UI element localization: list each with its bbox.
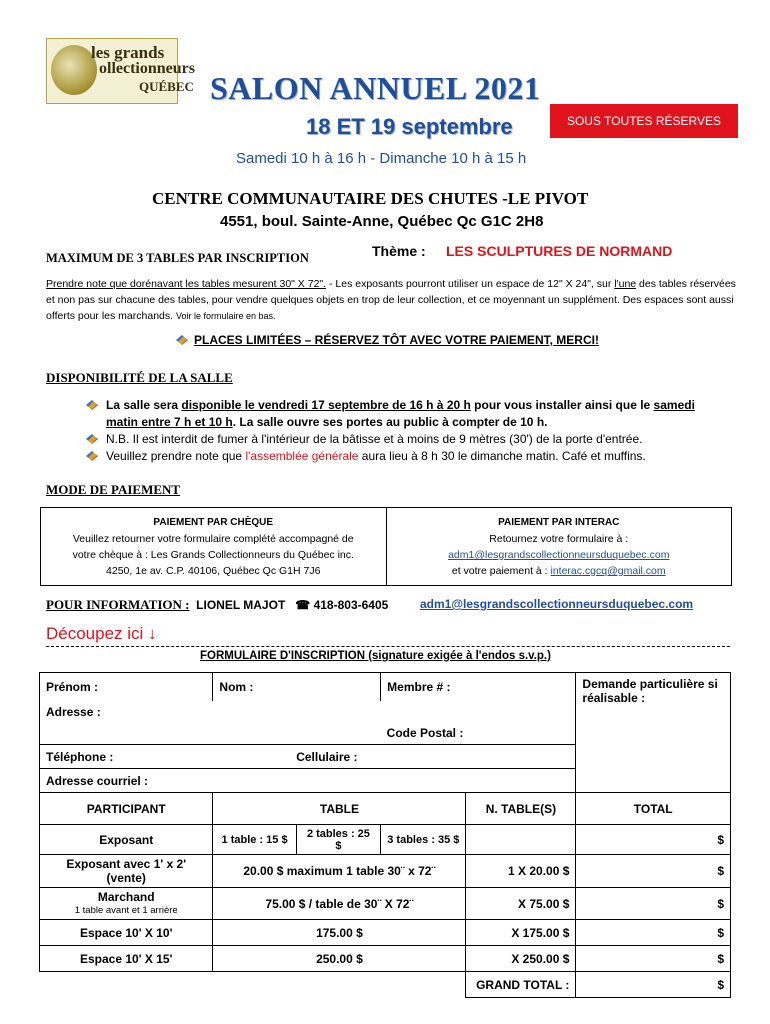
row-table: 175.00 $ [213,920,466,946]
grand-total-row [40,972,731,998]
interac-line-3-text: et votre paiement à : [451,565,551,577]
note-une: l'une [614,278,637,290]
interac-email-link[interactable]: adm1@lesgrandscollectionneursduquebec.com [448,549,670,561]
item1-e: . La salle ouvre ses portes au public à compter de 10 h. [232,415,548,429]
payment-box [40,507,732,586]
option-3-tables[interactable]: 3 tables : 35 $ [381,825,466,855]
prenom-field[interactable]: Prénom : [40,673,213,701]
row-label: Exposant [40,825,213,855]
row-table: 250.00 $ [213,946,466,972]
note-small: Voir le formulaire en bas. [175,311,276,321]
payment-interac [387,508,732,585]
logo-line-3: QUÉBEC [139,79,194,94]
adresse-field[interactable]: Adresse : [40,701,576,723]
places-text: PLACES LIMITÉES – RÉSERVEZ TÔT AVEC VOTRE PAIEMENT, MERCI! [194,333,599,347]
reserve-badge [550,104,738,138]
item2: N.B. Il est interdit de fumer à l'intérieur de la bâtisse et à moins de 9 mètres (30') de la porte d'entrée. [106,432,643,446]
theme-label: Thème : [372,243,426,259]
membre-field[interactable]: Membre # : [381,673,576,701]
paiement-title: MODE DE PAIEMENT [46,482,181,497]
item1-c: pour vous installer ainsi que le [470,398,654,412]
option-2-tables[interactable]: 2 tables : 25 $ [296,825,380,855]
list-item [86,448,726,465]
interac-payment-link[interactable]: interac.cgcq@gmail.com [550,565,666,577]
row-sublabel: 1 table avant et 1 arrière [74,904,178,916]
list-item [86,431,726,448]
interac-heading: PAIEMENT PAR INTERAC [498,517,620,528]
courriel-field[interactable]: Adresse courriel : [40,769,576,793]
cut-line [46,646,730,647]
ntables-cell[interactable] [466,825,576,855]
logo-line-1: les grands [91,43,165,62]
row-table: 75.00 $ / table de 30¨ X 72¨ [213,888,466,920]
ntables-cell[interactable]: 1 X 20.00 $ [466,855,576,888]
option-1-table[interactable]: 1 table : 15 $ [213,825,296,855]
event-hours: Samedi 10 h à 16 h - Dimanche 10 h à 15 h [236,150,527,167]
total-cell[interactable]: $ [576,888,731,920]
contact-name: LIONEL MAJOT [196,598,286,612]
table-row [40,946,731,972]
cellulaire-field[interactable]: Cellulaire : [296,745,576,769]
table-size-note [46,276,736,324]
pushpin-icon [176,335,188,345]
note-part-2: des tables réservées et non pas sur chacune des tables, pour vendre quelques objets en trop de leur collection, et ce moyennant un supplément. Des espaces sont aussi offerts pour les marchands. [46,278,736,322]
contact-phone: ☎ 418-803-6405 [295,598,389,612]
logo-line-2: ollectionneurs [99,60,195,77]
disponibilite-title: DISPONIBILITÉ DE LA SALLE [46,370,233,385]
total-cell[interactable]: $ [576,825,731,855]
registration-form [39,672,731,998]
note-underlined: Prendre note que dorénavant les tables mesurent 30" X 72". [46,278,327,290]
note-part-1: - Les exposants pourront utiliser un espace de 12" X 24", sur [326,278,615,290]
reserve-text: SOUS TOUTES RÉSERVES [566,114,722,128]
places-limitees [176,333,599,347]
disponibilite-list [86,397,726,465]
row-label-marchand [40,888,213,920]
information-email-link[interactable]: adm1@lesgrandscollectionneursduquebec.com [420,597,694,611]
total-cell[interactable]: $ [576,855,731,888]
item1-d: samedi matin entre 7 h et 10 h [106,398,695,429]
header-total: TOTAL [576,793,731,825]
demande-field[interactable]: Demande particulière si réalisable : [576,673,731,793]
item1-b: disponible le vendredi 17 septembre de 16 h à 20 h [181,398,471,412]
total-cell[interactable]: $ [576,920,731,946]
ntables-cell[interactable]: X 175.00 $ [466,920,576,946]
ntables-cell[interactable]: X 250.00 $ [466,946,576,972]
information-label: POUR INFORMATION : [46,597,190,612]
item3-c: aura lieu à 8 h 30 le dimanche matin. Café et muffins. [358,449,646,463]
header-ntables: N. TABLE(S) [466,793,576,825]
cheque-line-3: 4250, 1e av. C.P. 40106, Québec Qc G1H 7J6 [106,565,321,577]
venue-name: CENTRE COMMUNAUTAIRE DES CHUTES -LE PIVOT [152,189,589,208]
total-cell[interactable]: $ [576,946,731,972]
payment-cheque [41,508,387,585]
item3-a: Veuillez prendre note que [106,449,246,463]
grand-total-value[interactable]: $ [576,972,731,998]
venue-address: 4551, boul. Sainte-Anne, Québec Qc G1C 2H8 [220,213,544,230]
max-tables-notice: MAXIMUM DE 3 TABLES PAR INSCRIPTION [46,251,309,265]
theme-value: LES SCULPTURES DE NORMAND [446,243,673,259]
code-postal-field[interactable]: Code Postal : [386,726,464,741]
grand-total-spacer [40,972,466,998]
telephone-field[interactable]: Téléphone : [40,745,297,769]
pushpin-icon [86,434,98,444]
row-table: 20.00 $ maximum 1 table 30¨ x 72¨ [213,855,466,888]
row-label: Espace 10' X 15' [40,946,213,972]
logo [46,38,195,104]
cheque-line-2: votre chèque à : Les Grands Collectionneurs du Québec inc. [72,549,354,561]
header-participant: PARTICIPANT [40,793,213,825]
table-row [40,920,731,946]
table-row [40,888,731,920]
item3-b: l'assemblée générale [245,449,359,463]
table-row [40,825,731,855]
item1-a: La salle sera [106,398,182,412]
cut-here-label: Découpez ici ↓ [46,624,157,643]
pushpin-icon [86,451,98,461]
ntables-cell[interactable]: X 75.00 $ [466,888,576,920]
row-label: Espace 10' X 10' [40,920,213,946]
row-label: Marchand [97,889,155,904]
header-table: TABLE [213,793,466,825]
form-title: FORMULAIRE D'INSCRIPTION (signature exigée à l'endos s.v.p.) [200,650,551,662]
nom-field[interactable]: Nom : [213,673,381,701]
adresse-continuation [40,723,381,745]
pushpin-icon [86,400,98,410]
row-label: Exposant avec 1' x 2' (vente) [40,855,213,888]
interac-line-1: Retournez votre formulaire à : [489,533,629,545]
information-line [46,597,388,613]
event-dates: 18 ET 19 septembre [306,114,513,139]
table-row [40,855,731,888]
interac-line-3 [387,563,732,579]
cheque-line-1: Veuillez retourner votre formulaire complété accompagné de [72,533,354,545]
list-item [86,397,726,431]
grand-total-label: GRAND TOTAL : [466,972,576,998]
page-title: SALON ANNUEL 2021 [210,70,541,106]
cheque-heading: PAIEMENT PAR CHÈQUE [153,517,274,528]
